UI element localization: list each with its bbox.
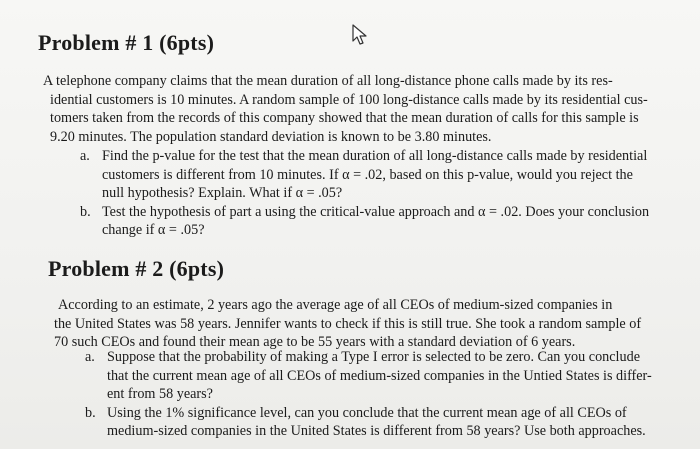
question-marker: a. [80,148,90,164]
question-line: medium-sized companies in the United States is different from 58 years? Use both approaches. [107,423,646,440]
problem-2-statement-line: 70 such CEOs and found their mean age to be 55 years with a standard deviation of 6 years. [54,334,576,351]
problem-2-question-a [85,348,685,404]
question-line: Using the 1% significance level, can you conclude that the current mean age of all CEOs of [107,404,627,421]
problem-2-statement-line: the United States was 58 years. Jennifer wants to check if this is still true. She took a random sample of [54,315,642,332]
problem-1-statement-line: tomers taken from the records of this company showed that the mean duration of calls for this sample is [50,110,639,127]
problem-1-statement-line: A telephone company claims that the mean duration of all long-distance phone calls made by its res- [43,73,613,89]
problem-1-statement-line: 9.20 minutes. The population standard deviation is known to be 3.80 minutes. [50,128,492,145]
problem-2-question-b [85,404,685,441]
problem-2-statement [54,296,694,352]
problem-1-title: Problem # 1 (6pts) [38,30,215,55]
question-line: that the current mean age of all CEOs of medium-sized companies in the Untied States is differ- [107,367,652,384]
question-marker: b. [85,404,96,421]
problem-1-questions [80,147,680,240]
question-line: null hypothesis? Explain. What if α = .05? [102,185,343,202]
problem-2-statement-line: According to an estimate, 2 years ago the average age of all CEOs of medium-sized companies in [58,297,613,313]
problem-2-questions [85,348,685,441]
problem-1-question-b [80,203,680,240]
problem-1-statement [43,72,680,146]
problem-2-title: Problem # 2 (6pts) [48,256,225,281]
question-marker: b. [80,203,91,220]
question-line: Suppose that the probability of making a Type I error is selected to be zero. Can you conclude [107,349,640,365]
question-line: ent from 58 years? [107,386,213,403]
question-line: customers is different from 10 minutes. If α = .02, based on this p-value, would you reject the [102,166,633,183]
question-line: Find the p-value for the test that the mean duration of all long-distance calls made by residential [102,148,648,164]
mouse-cursor-icon [352,24,368,46]
problem-1-question-a [80,147,680,203]
problem-1-statement-line: idential customers is 10 minutes. A random sample of 100 long-distance calls made by its residential cus- [50,91,648,108]
question-marker: a. [85,349,95,365]
question-line: Test the hypothesis of part a using the critical-value approach and α = .02. Does your conclusion [102,203,650,220]
question-line: change if α = .05? [102,222,205,239]
